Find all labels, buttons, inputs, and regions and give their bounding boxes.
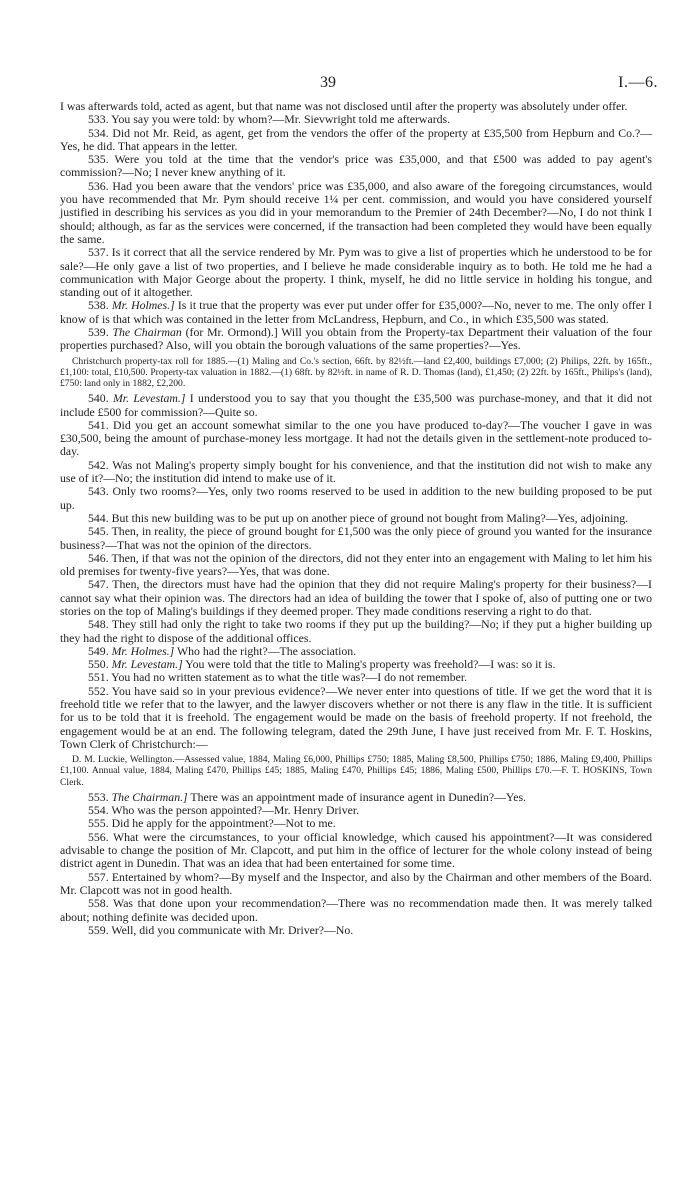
paragraph — [60, 326, 652, 353]
paragraph — [60, 658, 652, 671]
paragraph: I was afterwards told, acted as agent, but that name was not disclosed until after the property was absolutely under offer. — [60, 99, 628, 113]
document-reference: I.—6. — [618, 74, 658, 91]
page-number: 39 — [320, 74, 336, 91]
question-number: 540. — [88, 391, 109, 406]
paragraph-text: You were told that the title to Maling's property was freehold?—I was: so it is. — [185, 657, 556, 672]
page-header — [0, 74, 700, 94]
speaker: Mr. Levestam.] — [111, 657, 183, 672]
paragraph-text: Who had the right?—The association. — [176, 643, 357, 658]
paragraph: 543. Only two rooms?—Yes, only two rooms reserved to be used in addition to the new building proposed to be put up. — [60, 484, 652, 512]
question-number: 539. — [88, 325, 109, 340]
question-number: 550. — [88, 657, 109, 672]
paragraph: 556. What were the circumstances, to your official knowledge, which caused his appointment?—It was considered advisable to change the position of Mr. Clapcott, and put him in the office of lecturer for the whole colony instead of being district agent in Dunedin. That was an idea that had been entertained for some time. — [60, 829, 652, 871]
paragraph: 559. Well, did you communicate with Mr. Driver?—No. — [88, 922, 354, 937]
speaker: Mr. Levestam.] — [112, 391, 186, 406]
question-number: 553. — [88, 789, 109, 804]
telegram-note: D. M. Luckie, Wellington.—Assessed value, 1884, Maling £6,000, Phillips £750; 1885, Maling £8,500, Phillips £750; 1886, Maling £9,400, Phillips £1,100. Annual value, 1884, Maling £470, Phillips £45; 1885, Maling £470, Phillips £45; 1886, Maling £500, Phillips £70.—F. T. HOSKINS, Town Clerk. — [60, 754, 652, 788]
paragraph: 555. Did he apply for the appointment?—Not to me. — [88, 816, 336, 831]
paragraph-text: (for Mr. Ormond).] Will you obtain from the Property-tax Department their valuation of the four properties purchased? Also, will you obtain the borough valuations of the same properties?—Yes. — [60, 325, 653, 353]
paragraph: 536. Had you been aware that the vendors' price was £35,000, and also aware of the foregoing circumstances, would you have recommended that Mr. Pym should receive 1¼ per cent. commission, and would you have considered yourself justified in describing his services as you did in your memorandum to the Premier of 24th December?—No, I do not think I should; although, as far as the services were concerned, if the transaction had been completed they would have been equally the same. — [60, 178, 652, 246]
paragraph: 554. Who was the person appointed?—Mr. Henry Driver. — [88, 803, 360, 818]
paragraph: 552. You have said so in your previous evidence?—We never enter into questions of title. If we get the word that it is freehold title we refer that to the lawyer, and the lawyer discovers whether or not there is any flaw in the title. It is sufficient for us to be told that it is freehold. The engagement would be made on the basis of freehold property. If not freehold, the engagement would be at an end. The following telegram, dated the 29th June, I have just received from Mr. F. T. Hoskins, Town Clerk of Christchurch:— — [60, 683, 652, 751]
paragraph — [60, 392, 652, 419]
paragraph: 545. Then, in reality, the piece of ground bought for £1,500 was the only piece of ground you wanted for the insurance business?—That was not the opinion of the directors. — [60, 524, 652, 552]
paragraph: 551. You had no written statement as to what the title was?—I do not remember. — [88, 670, 468, 685]
paragraph: 534. Did not Mr. Reid, as agent, get from the vendors the offer of the property at £35,500 from Hepburn and Co.?—Yes, he did. That appears in the letter. — [60, 125, 652, 153]
question-number: 538. — [88, 298, 109, 313]
paragraph: 558. Was that done upon your recommendation?—There was no recommendation made then. It was merely talked about; nothing definite was decided upon. — [60, 896, 652, 924]
speaker: The Chairman — [112, 325, 182, 340]
paragraph — [60, 299, 652, 326]
paragraph-text: Is it true that the property was ever put under offer for £35,000?—No, never to me. The only offer I know of is that which was contained in the letter from McLandress, Hepburn, and Co., in which £35,500 was stated. — [60, 298, 652, 326]
paragraph — [60, 645, 652, 658]
question-number: 549. — [88, 643, 109, 658]
paragraph-text: There was an appointment made of insurance agent in Dunedin?—Yes. — [190, 789, 526, 804]
paragraph: 548. They still had only the right to take two rooms if they put up the building?—No; if they put a higher building up they had the right to dispose of the additional offices. — [60, 617, 652, 645]
paragraph — [60, 791, 652, 804]
evidence-text — [60, 100, 652, 937]
valuation-note: Christchurch property-tax roll for 1885.—(1) Maling and Co.'s section, 66ft. by 82½ft.—land £2,400, buildings £7,000; (2) Philips, 22ft. by 165ft., £1,100: total, £10,500. Property-tax valuation in 1882.—(1) 68ft. by 82½ft. in name of R. D. Thomas (land), £1,450; (2) 22ft. by 165ft., Philips's (land), £750: land only in 1882, £2,200. — [60, 355, 652, 390]
paragraph: 546. Then, if that was not the opinion of the directors, did not they enter into an engagement with Maling to let him his old premises for twenty-five years?—Yes, that was done. — [60, 550, 652, 579]
paragraph: 537. Is it correct that all the service rendered by Mr. Pym was to give a list of properties which he understood to be for sale?—He only gave a list of two properties, and I believe he made considerable inquiry as to both. He told me he had a communication with Major George about the property. I think, myself, he did no little service in holding his tongue, and standing out of it altogether. — [60, 245, 652, 300]
paragraph: 535. Were you told at the time that the vendor's price was £35,000, and that £500 was added to pay agent's commission?—No; I never knew anything of it. — [60, 152, 652, 180]
speaker: Mr. Holmes.] — [111, 643, 175, 658]
speaker: The Chairman.] — [111, 789, 188, 804]
paragraph: 547. Then, the directors must have had the opinion that they did not require Maling's property for their business?—I cannot say what their opinion was. The directors had an idea of building the tower that I spoke of, also of putting one or two stories on the top of Maling's buildings if they deemed proper. They made conditions reserving a right to do that. — [60, 577, 652, 618]
paragraph: 544. But this new building was to be put up on another piece of ground not bought from Maling?—Yes, adjoining. — [88, 510, 629, 525]
paragraph: 557. Entertained by whom?—By myself and the Inspector, and also by the Chairman and other members of the Board. Mr. Clapcott was not in good health. — [60, 869, 652, 897]
paragraph-text: I understood you to say that you thought the £35,500 was purchase-money, and that it did not include £500 for commission?—Quite so. — [60, 391, 653, 419]
paragraph: 542. Was not Maling's property simply bought for his convenience, and that the institution did not wish to make any use of it?—No; the institution did intend to make use of it. — [60, 457, 652, 486]
paragraph: 533. You say you were told: by whom?—Mr. Sievwright told me afterwards. — [88, 112, 451, 127]
speaker: Mr. Holmes.] — [111, 298, 175, 313]
paragraph: 541. Did you get an account somewhat similar to the one you have produced to-day?—The voucher I gave in was £30,500, being the amount of purchase-money less mortgage. It had not the details given in the settlement-note produced to-day. — [60, 417, 652, 459]
